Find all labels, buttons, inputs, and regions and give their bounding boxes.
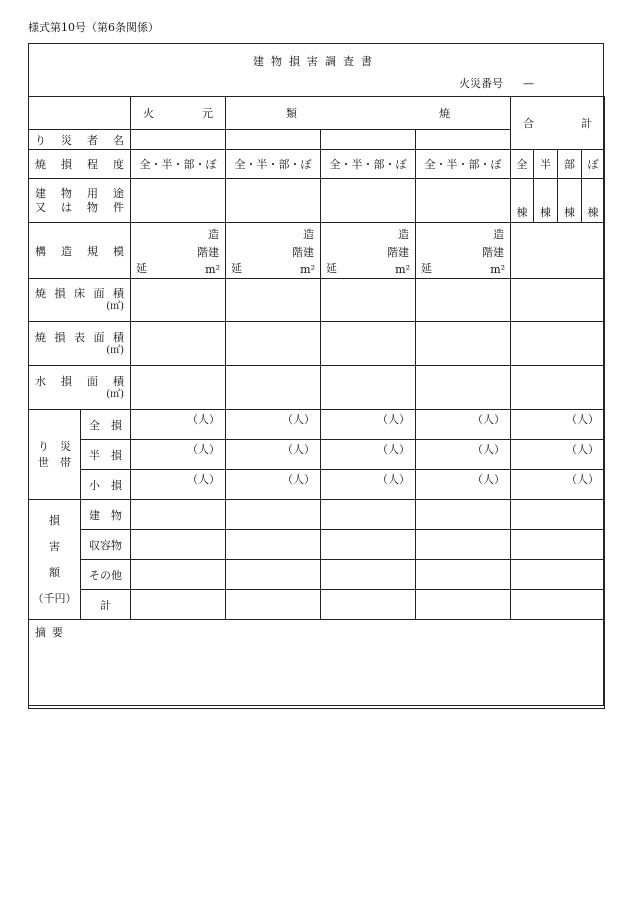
- damage-other-total: [511, 560, 605, 590]
- victim-name-cell[interactable]: [131, 130, 226, 150]
- water-damage-area-cell[interactable]: [226, 366, 321, 410]
- damage-building-label: 建 物: [81, 500, 131, 530]
- damage-building-cell[interactable]: [416, 500, 511, 530]
- structure-cell[interactable]: 造 階建 延 m²: [321, 223, 416, 279]
- degree-total-minor: ぼ: [582, 150, 605, 179]
- burn-floor-area-total: [511, 279, 605, 322]
- burn-degree-choice[interactable]: 全・半・部・ぼ: [416, 150, 511, 179]
- degree-total-half: 半: [534, 150, 558, 179]
- victim-name-label: り災者名: [29, 130, 131, 150]
- damage-other-cell[interactable]: [416, 560, 511, 590]
- household-full-cell[interactable]: （人）: [226, 410, 321, 440]
- victim-name-cell[interactable]: [416, 130, 511, 150]
- water-damage-area-cell[interactable]: [131, 366, 226, 410]
- usage-total-cell: 棟: [511, 179, 534, 223]
- damage-building-cell[interactable]: [131, 500, 226, 530]
- household-minor-cell[interactable]: （人）: [321, 470, 416, 500]
- affected-households-label: り 災 世 帯: [29, 410, 81, 500]
- household-half-cell[interactable]: （人）: [226, 440, 321, 470]
- household-full-cell[interactable]: （人）: [321, 410, 416, 440]
- damage-contents-cell[interactable]: [321, 530, 416, 560]
- burn-floor-area-cell[interactable]: [321, 279, 416, 322]
- damage-contents-label: 収容物: [81, 530, 131, 560]
- damage-contents-cell[interactable]: [416, 530, 511, 560]
- damage-building-cell[interactable]: [321, 500, 416, 530]
- damage-other-cell[interactable]: [226, 560, 321, 590]
- household-minor-cell[interactable]: （人）: [226, 470, 321, 500]
- water-damage-area-cell[interactable]: [321, 366, 416, 410]
- damage-building-total: [511, 500, 605, 530]
- full-loss-label: 全 損: [81, 410, 131, 440]
- household-full-cell[interactable]: （人）: [131, 410, 226, 440]
- damage-grand-total: [511, 590, 605, 620]
- water-damage-area-total: [511, 366, 605, 410]
- damage-total-cell[interactable]: [321, 590, 416, 620]
- survey-form-frame: [28, 43, 604, 706]
- damage-contents-total: [511, 530, 605, 560]
- damage-table: [28, 96, 605, 709]
- household-minor-total: （人）: [511, 470, 605, 500]
- household-full-total: （人）: [511, 410, 605, 440]
- burn-floor-area-cell[interactable]: [226, 279, 321, 322]
- structure-cell[interactable]: 造 階建 延 m²: [416, 223, 511, 279]
- damage-contents-cell[interactable]: [226, 530, 321, 560]
- usage-total-cell: 棟: [582, 179, 605, 223]
- damage-total-cell[interactable]: [416, 590, 511, 620]
- water-damage-area-label: 水損面積 (㎡): [29, 366, 131, 410]
- structure-total-cell: [511, 223, 605, 279]
- damage-total-cell[interactable]: [131, 590, 226, 620]
- structure-cell[interactable]: 造 階建 延 m²: [226, 223, 321, 279]
- damage-contents-cell[interactable]: [131, 530, 226, 560]
- burn-floor-area-label: 焼損床面積 (㎡): [29, 279, 131, 322]
- form-number-label: 様式第10号（第6条関係）: [28, 21, 159, 34]
- usage-cell[interactable]: [416, 179, 511, 223]
- household-minor-cell[interactable]: （人）: [416, 470, 511, 500]
- damage-other-label: その他: [81, 560, 131, 590]
- header-spread: 類 焼: [226, 97, 511, 130]
- form-title: 建物損害調査書: [253, 55, 379, 68]
- half-loss-label: 半 損: [81, 440, 131, 470]
- damage-other-cell[interactable]: [131, 560, 226, 590]
- household-half-total: （人）: [511, 440, 605, 470]
- usage-cell[interactable]: [226, 179, 321, 223]
- degree-total-full: 全: [511, 150, 534, 179]
- burn-surface-area-cell[interactable]: [416, 322, 511, 366]
- burn-floor-area-cell[interactable]: [131, 279, 226, 322]
- damage-total-cell[interactable]: [226, 590, 321, 620]
- water-damage-area-cell[interactable]: [416, 366, 511, 410]
- household-half-cell[interactable]: （人）: [131, 440, 226, 470]
- header-total: 合 計: [511, 97, 605, 150]
- burn-floor-area-cell[interactable]: [416, 279, 511, 322]
- damage-total-label: 計: [81, 590, 131, 620]
- fire-number: [459, 75, 534, 91]
- burn-degree-choice[interactable]: 全・半・部・ぼ: [321, 150, 416, 179]
- degree-total-partial: 部: [558, 150, 582, 179]
- victim-name-cell[interactable]: [226, 130, 321, 150]
- structure-label: 構造規模: [29, 223, 131, 279]
- fire-number-label: 火災番号: [459, 77, 503, 90]
- usage-label: 建物用途 又は物件: [29, 179, 131, 223]
- burn-degree-label: 焼損程度: [29, 150, 131, 179]
- summary-label: 摘要: [35, 626, 69, 639]
- burn-degree-choice[interactable]: 全・半・部・ぼ: [226, 150, 321, 179]
- household-full-cell[interactable]: （人）: [416, 410, 511, 440]
- burn-surface-area-total: [511, 322, 605, 366]
- structure-cell[interactable]: 造 階建 延 m²: [131, 223, 226, 279]
- burn-surface-area-label: 焼損表面積 (㎡): [29, 322, 131, 366]
- burn-surface-area-cell[interactable]: [226, 322, 321, 366]
- burn-surface-area-cell[interactable]: [131, 322, 226, 366]
- household-half-cell[interactable]: （人）: [321, 440, 416, 470]
- usage-cell[interactable]: [131, 179, 226, 223]
- victim-name-cell[interactable]: [321, 130, 416, 150]
- burn-degree-choice[interactable]: 全・半・部・ぼ: [131, 150, 226, 179]
- burn-surface-area-cell[interactable]: [321, 322, 416, 366]
- header-origin: 火 元: [131, 97, 226, 130]
- usage-total-cell: 棟: [558, 179, 582, 223]
- damage-other-cell[interactable]: [321, 560, 416, 590]
- fire-number-dash: —: [523, 77, 534, 90]
- usage-total-cell: 棟: [534, 179, 558, 223]
- damage-building-cell[interactable]: [226, 500, 321, 530]
- household-half-cell[interactable]: （人）: [416, 440, 511, 470]
- summary-field[interactable]: [29, 620, 605, 709]
- minor-loss-label: 小 損: [81, 470, 131, 500]
- header-corner: [29, 97, 131, 130]
- damage-amount-label: 損 害 額 （千円）: [29, 500, 81, 620]
- usage-cell[interactable]: [321, 179, 416, 223]
- household-minor-cell[interactable]: （人）: [131, 470, 226, 500]
